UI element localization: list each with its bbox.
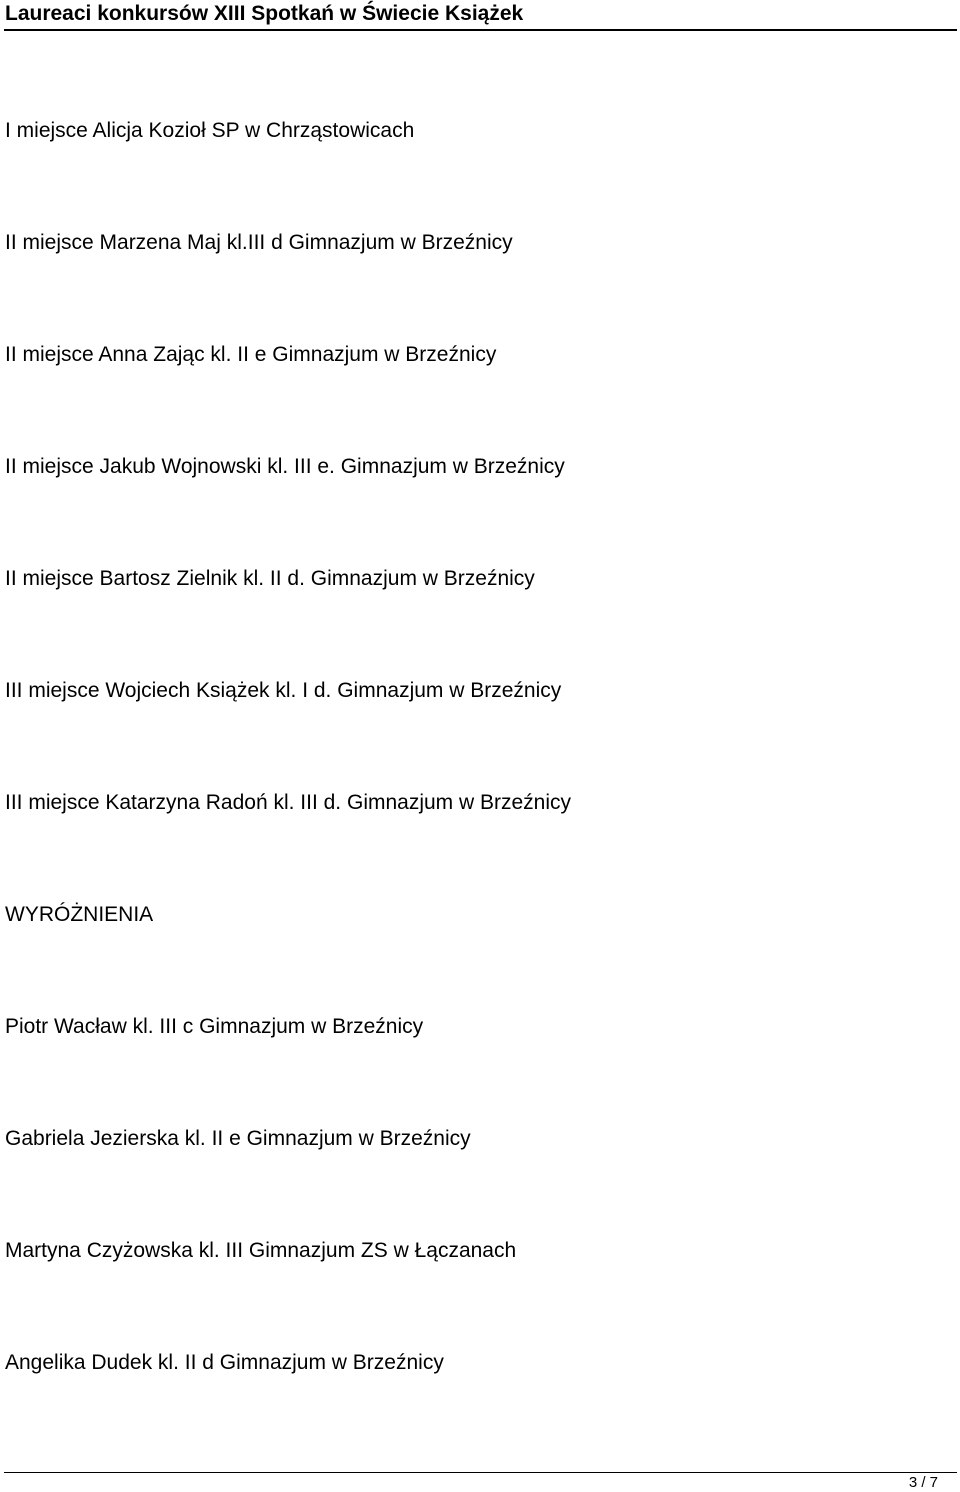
- page-number: 3 / 7: [908, 1474, 938, 1491]
- page-title: Laureaci konkursów XIII Spotkań w Świecie Książek: [5, 2, 524, 25]
- list-item: II miejsce Jakub Wojnowski kl. III e. Gimnazjum w Brzeźnicy: [5, 455, 565, 478]
- list-item: II miejsce Anna Zając kl. II e Gimnazjum w Brzeźnicy: [5, 343, 497, 366]
- list-item: Martyna Czyżowska kl. III Gimnazjum ZS w Łączanach: [5, 1239, 517, 1262]
- list-item: Gabriela Jezierska kl. II e Gimnazjum w Brzeźnicy: [5, 1127, 471, 1150]
- list-item: Angelika Dudek kl. II d Gimnazjum w Brzeźnicy: [5, 1351, 444, 1374]
- section-heading-distinctions: WYRÓŻNIENIA: [5, 903, 154, 926]
- list-item: III miejsce Katarzyna Radoń kl. III d. Gimnazjum w Brzeźnicy: [5, 791, 572, 814]
- list-item: II miejsce Bartosz Zielnik kl. II d. Gimnazjum w Brzeźnicy: [5, 567, 535, 590]
- list-item: II miejsce Marzena Maj kl.III d Gimnazjum w Brzeźnicy: [5, 231, 513, 254]
- list-item: III miejsce Wojciech Książek kl. I d. Gimnazjum w Brzeźnicy: [5, 679, 562, 702]
- list-item: I miejsce Alicja Kozioł SP w Chrząstowicach: [5, 119, 415, 142]
- footer-divider: [4, 1472, 957, 1473]
- list-item: Piotr Wacław kl. III c Gimnazjum w Brzeźnicy: [5, 1015, 424, 1038]
- header-divider: [4, 29, 957, 31]
